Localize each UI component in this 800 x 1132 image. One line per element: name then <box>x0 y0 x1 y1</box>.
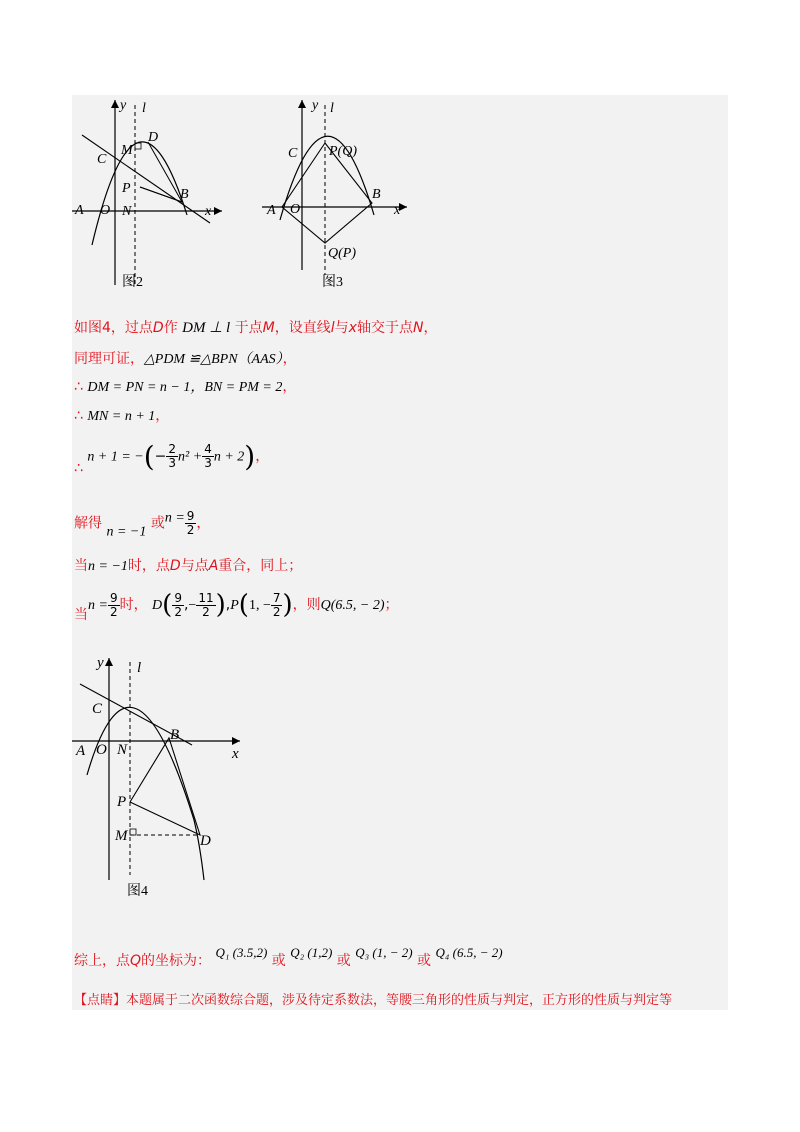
t6m1: n = −1 <box>106 524 147 540</box>
t1x: x <box>348 320 357 336</box>
text-line-10: 【点睛】本题属于二次函数综合题，涉及待定系数法，等腰三角形的性质与判定，正方形的性质与判定等 <box>74 993 673 1008</box>
t8fden: 2 <box>109 604 118 619</box>
fig3-label-PQ: P(Q) <box>329 144 357 159</box>
figure-3 <box>262 95 422 295</box>
t6f <box>185 510 197 537</box>
t1a: 如图4，过点 <box>74 320 153 336</box>
t9a: 综上，点 <box>74 953 130 969</box>
t1g: ， <box>423 320 438 336</box>
t6fnum: 9 <box>186 509 195 523</box>
t8p2num: 7 <box>272 590 281 605</box>
t1f: 轴交于点 <box>356 320 413 336</box>
t5b: ， <box>255 448 270 465</box>
t8n: n = <box>88 598 108 613</box>
text-line-6 <box>74 510 210 541</box>
t1e: 与 <box>334 320 349 336</box>
t8d: ； <box>384 597 399 613</box>
t5mid: n² + <box>178 449 203 465</box>
t8p2den: 2 <box>272 604 281 619</box>
t8d2den: 2 <box>202 604 210 619</box>
t1math: DM ⊥ l <box>182 320 231 336</box>
t5f2num: 4 <box>204 442 212 456</box>
t8d1 <box>172 592 184 619</box>
fig2-label-C: C <box>97 152 107 167</box>
t8D: D <box>152 598 163 613</box>
t1d: ，设直线 <box>274 320 331 336</box>
fig4-label-B: B <box>170 727 180 743</box>
fig2-label-D: D <box>148 130 159 145</box>
t3therefore: ∴ <box>74 379 83 395</box>
t5f2 <box>202 443 214 470</box>
t5f1num: 2 <box>168 442 177 456</box>
t4math: MN = n + 1 <box>87 409 156 424</box>
text-line-2 <box>74 348 297 368</box>
t8d1num: 9 <box>174 590 182 605</box>
t4b: ， <box>155 408 170 424</box>
t1N: N <box>412 320 424 336</box>
t6a: 解得 <box>74 515 102 532</box>
text-line-7 <box>74 555 302 575</box>
fig2-label-N: N <box>122 204 132 219</box>
fig4-label-A: A <box>76 743 86 759</box>
t7c: 与点 <box>180 558 209 574</box>
figure-4 <box>72 650 252 900</box>
fig3-label-C: C <box>288 146 298 161</box>
t9q2: Q₂ (1,2) <box>290 945 333 960</box>
t9or2: 或 <box>336 953 351 969</box>
fig3-label-B: B <box>372 187 381 202</box>
t8d1den: 2 <box>174 604 182 619</box>
fig3-label-A: A <box>267 203 276 218</box>
t7a: 当 <box>74 558 88 574</box>
fig3-caption: 图3 <box>322 275 343 290</box>
fig4-label-O: O <box>96 742 107 758</box>
fig4-label-C: C <box>92 701 103 717</box>
t6m2: n = <box>164 510 185 526</box>
fig4-label-l: l <box>137 660 142 676</box>
t7D: D <box>169 558 181 574</box>
t9q1: Q₁ (3.5,2) <box>215 945 268 960</box>
fig4-label-M: M <box>115 828 128 844</box>
t8f <box>108 592 120 619</box>
t8d2 <box>196 592 215 619</box>
t1l: l <box>330 320 335 336</box>
t6b: 或 <box>150 515 165 532</box>
t8fnum: 9 <box>109 590 118 605</box>
text-line-9 <box>74 945 503 970</box>
t8p2 <box>271 592 283 619</box>
t8c: ，则 <box>292 597 321 613</box>
fig2-label-M: M <box>121 143 133 158</box>
fig3-label-l: l <box>330 101 334 116</box>
fig4-label-D: D <box>200 833 211 849</box>
t8p1: 1, − <box>248 598 271 613</box>
fig2-label-A: A <box>75 203 84 218</box>
t7math: n = −1 <box>88 559 128 574</box>
fig3-label-QP: Q(P) <box>328 246 356 261</box>
t8b: 时， <box>119 597 148 613</box>
t8P: P <box>230 598 239 613</box>
fig2-label-O: O <box>100 203 111 218</box>
t5end: n + 2 <box>213 449 245 465</box>
t5f1den: 3 <box>168 456 177 470</box>
t8d2num: 11 <box>198 590 214 605</box>
fig4-label-N: N <box>117 742 128 758</box>
figure-2 <box>72 95 232 295</box>
text-line-4 <box>74 405 169 425</box>
fig4-label-y: y <box>97 655 104 671</box>
t2b: ， <box>282 351 297 367</box>
fig2-label-P: P <box>122 181 131 196</box>
text-line-5: ∴ n + 1 = −(− $\frac{2}{3}$ n² + $\frac{4}{3}$ n + 2)， <box>74 440 270 477</box>
fig2-label-l: l <box>142 101 146 116</box>
t1b: 作 <box>163 320 178 336</box>
text-line-3 <box>74 376 296 396</box>
t1M: M <box>262 320 275 336</box>
fig3-label-y: y <box>312 98 319 113</box>
t4therefore: ∴ <box>74 408 83 424</box>
t5f1 <box>166 443 178 470</box>
t3math: DM = PN = n − 1，BN = PM = 2 <box>87 380 283 395</box>
text-line-1 <box>74 317 437 337</box>
t9q3: Q₃ (1, − 2) <box>355 945 413 960</box>
t1c: 于点 <box>234 320 263 336</box>
t9or1: 或 <box>271 953 286 969</box>
t7A: A <box>208 558 219 574</box>
fig3-label-O: O <box>290 202 301 217</box>
t8a: 当 <box>74 607 88 623</box>
t5lhs: n + 1 = − <box>87 449 144 465</box>
t5therefore: ∴ <box>74 460 83 477</box>
fig4-label-x: x <box>232 746 239 762</box>
t7d: 重合，同上； <box>218 558 303 574</box>
t1D: D <box>152 320 164 336</box>
text-line-8: 当n = $\frac{9}{2}$ 时， D( $\frac{9}{2}$ ,− $\frac{11}{2}$ ),P(1, − $\frac{7}{2}$ )，则Q(6.5, − 2)； <box>74 590 399 623</box>
fig2-label-x: x <box>205 204 212 219</box>
t6fden: 2 <box>186 523 195 537</box>
t2a: 同理可证， <box>74 351 144 367</box>
t9b: 的坐标为： <box>141 953 212 969</box>
fig2-caption: 图2 <box>122 275 143 290</box>
t9or3: 或 <box>417 953 431 969</box>
t9Q: Q <box>130 953 142 969</box>
t6c: ， <box>196 515 211 532</box>
t7b: 时，点 <box>127 558 170 574</box>
t5f2den: 3 <box>204 456 212 470</box>
t3b: ， <box>282 379 297 395</box>
fig2-label-B: B <box>180 187 189 202</box>
fig2-label-y: y <box>120 98 127 113</box>
fig4-caption: 图4 <box>127 884 148 899</box>
fig3-label-x: x <box>394 203 401 218</box>
t9q4: Q₄ (6.5, − 2) <box>435 945 503 960</box>
fig4-label-P: P <box>117 794 127 810</box>
t8d2pre: − <box>188 598 197 613</box>
t2math: △PDM ≌△BPN（AAS） <box>144 352 283 367</box>
t8Q: Q(6.5, − 2) <box>320 598 385 613</box>
